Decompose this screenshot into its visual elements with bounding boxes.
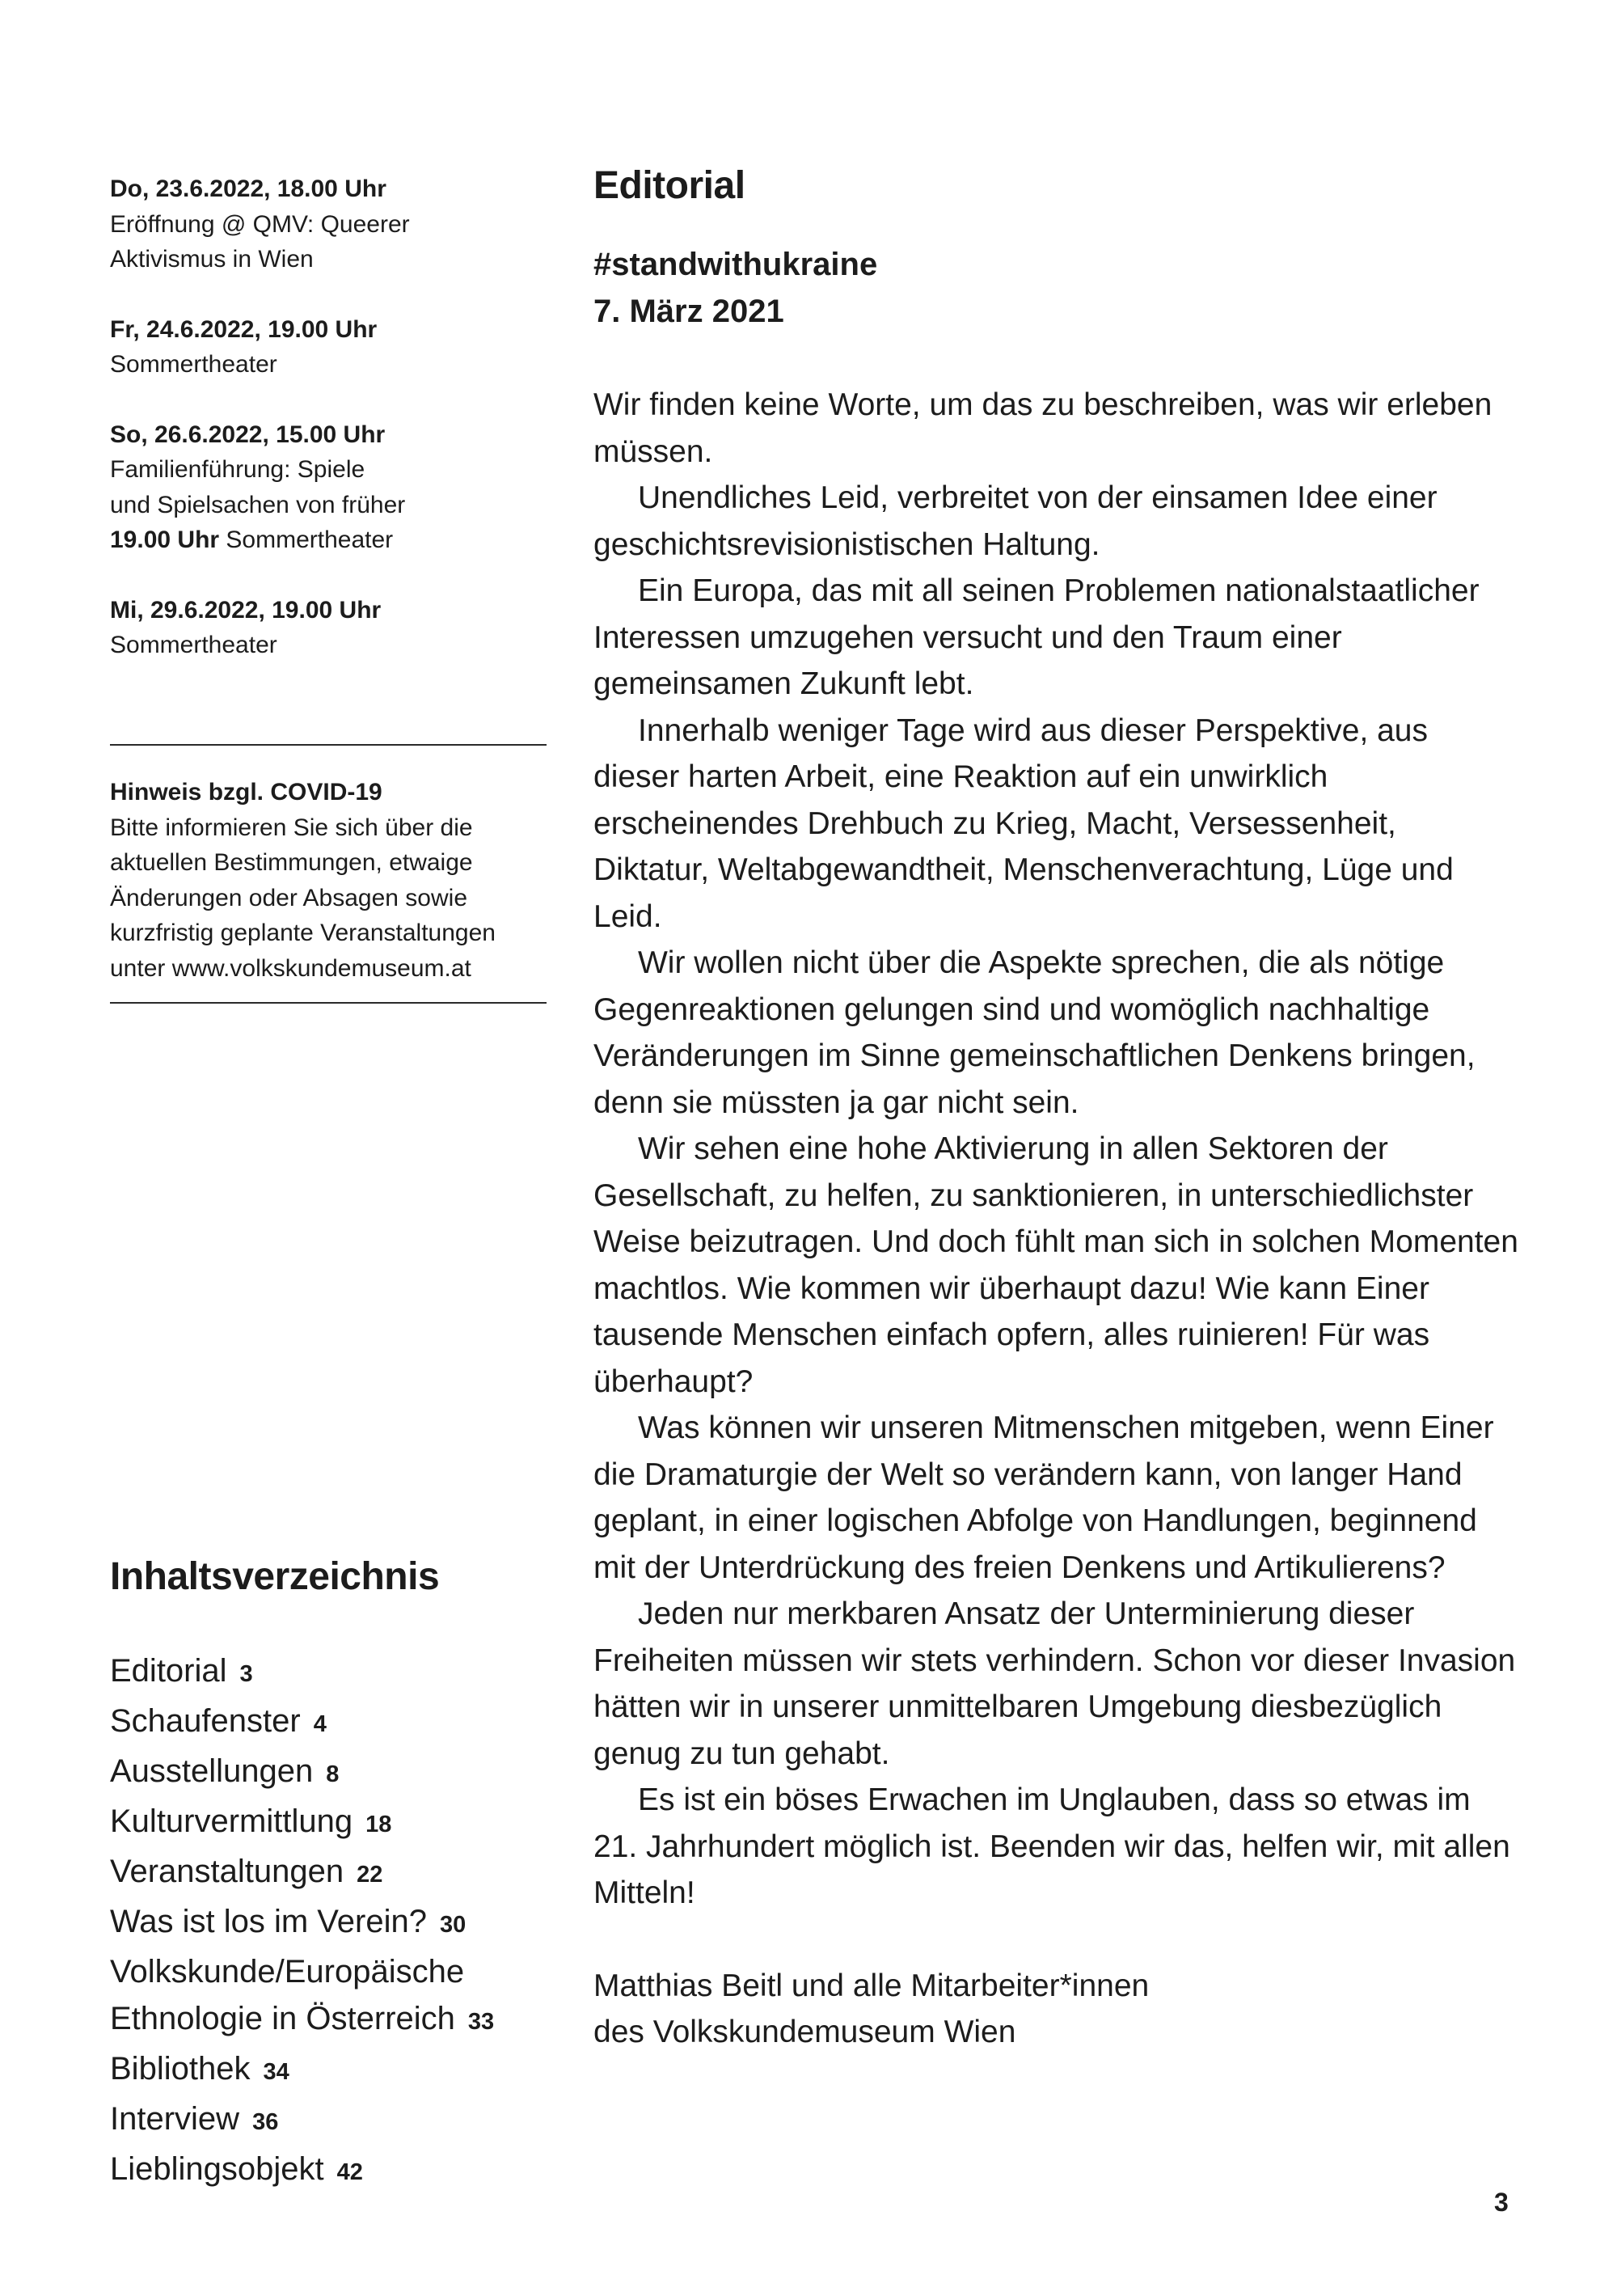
signature-line: Matthias Beitl und alle Mitarbeiter*innen bbox=[593, 1968, 1150, 2003]
toc-item[interactable] bbox=[110, 1848, 595, 1898]
event-item bbox=[110, 171, 547, 277]
toc-list bbox=[110, 1647, 595, 2196]
editorial-date: 7. März 2021 bbox=[593, 294, 784, 329]
divider-bottom bbox=[110, 1002, 547, 1004]
paragraph: Unendliches Leid, verbreitet von der einsamen Idee einer geschichtsrevisionistischen Haltung. bbox=[593, 480, 1438, 562]
editorial-title: Editorial bbox=[593, 164, 745, 207]
event-extra-title: Sommertheater bbox=[226, 526, 394, 553]
toc-page: 22 bbox=[357, 1862, 383, 1888]
paragraph: Es ist ein böses Erwachen im Unglauben, dass so etwas im 21. Jahrhundert möglich ist. Beenden wir das, helfen wir, mit allen Mitteln! bbox=[593, 1782, 1510, 1910]
editorial-body bbox=[593, 382, 1519, 1917]
event-item bbox=[110, 593, 547, 663]
paragraph: Wir wollen nicht über die Aspekte sprechen, die als nötige Gegenreaktionen gelungen sind und womöglich nachhaltige Veränderungen im Sinne gemeinschaftlichen Denkens bringen, denn sie müssten ja gar nicht sein. bbox=[593, 945, 1476, 1120]
toc-label: Ausstellungen bbox=[110, 1753, 314, 1789]
notice-title: Hinweis bzgl. COVID-19 bbox=[110, 779, 382, 806]
toc-label: Schaufenster bbox=[110, 1703, 301, 1739]
toc-page: 30 bbox=[439, 1912, 467, 1938]
toc-page: 42 bbox=[336, 2159, 363, 2185]
event-extra bbox=[110, 522, 547, 558]
table-of-contents bbox=[110, 1549, 595, 2196]
notice-line: Bitte informieren Sie sich über die bbox=[110, 814, 473, 841]
toc-page: 4 bbox=[313, 1711, 327, 1737]
event-item bbox=[110, 417, 547, 558]
toc-label-continued: Ethnologie in Österreich bbox=[110, 2001, 455, 2036]
toc-label: Kulturvermittlung bbox=[110, 1803, 353, 1839]
paragraph: Innerhalb weniger Tage wird aus dieser Perspektive, aus dieser harten Arbeit, eine Reaktion auf ein unwirklich erscheinendes Drehbuch zu Krieg, Macht, Versessenheit, Diktatur, Weltabgewandtheit, Menschenverachtung, Lüge und Leid. bbox=[593, 712, 1454, 934]
notice-line: kurzfristig geplante Veranstaltungen bbox=[110, 920, 496, 946]
signature-line: des Volkskundemuseum Wien bbox=[593, 2015, 1016, 2049]
toc-page: 33 bbox=[467, 2009, 495, 2035]
paragraph: Was können wir unseren Mitmenschen mitgeben, wenn Einer die Dramaturgie der Welt so verändern kann, von langer Hand geplant, in einer logischen Abfolge von Handlungen, beginnend mit der Unterdrückung des freien Denkens und Artikulierens? bbox=[593, 1410, 1494, 1585]
toc-item[interactable] bbox=[110, 2146, 595, 2196]
editorial bbox=[593, 154, 1519, 2056]
toc-page: 36 bbox=[252, 2109, 279, 2135]
event-date: Fr, 24.6.2022, 19.00 Uhr bbox=[110, 315, 378, 343]
toc-item[interactable] bbox=[110, 1647, 595, 1698]
event-title: und Spielsachen von früher bbox=[110, 491, 406, 518]
toc-item[interactable] bbox=[110, 2095, 595, 2146]
toc-heading: Inhaltsverzeichnis bbox=[110, 1555, 440, 1598]
event-title: Sommertheater bbox=[110, 351, 277, 378]
event-title: Sommertheater bbox=[110, 632, 277, 658]
notice-line: Änderungen oder Absagen sowie bbox=[110, 884, 468, 911]
toc-page: 8 bbox=[326, 1761, 340, 1787]
toc-label: Editorial bbox=[110, 1653, 227, 1689]
toc-item[interactable] bbox=[110, 1948, 595, 2045]
toc-label: Interview bbox=[110, 2101, 240, 2137]
toc-item[interactable] bbox=[110, 2045, 595, 2095]
notice-line: aktuellen Bestimmungen, etwaige bbox=[110, 849, 473, 876]
page-number: 3 bbox=[1494, 2188, 1509, 2217]
toc-label: Volkskunde/Europäische bbox=[110, 1954, 465, 1989]
paragraph: Ein Europa, das mit all seinen Problemen nationalstaatlicher Interessen umzugehen versucht und den Traum einer gemeinsamen Zukunft lebt. bbox=[593, 573, 1480, 701]
event-title: Familienführung: Spiele bbox=[110, 456, 365, 483]
toc-item[interactable] bbox=[110, 1698, 595, 1748]
paragraph: Wir finden keine Worte, um das zu beschreiben, was wir erleben müssen. bbox=[593, 387, 1492, 469]
toc-page: 18 bbox=[365, 1812, 392, 1837]
editorial-hashtag: #standwithukraine bbox=[593, 247, 878, 282]
paragraph: Wir sehen eine hohe Aktivierung in allen Sektoren der Gesellschaft, zu helfen, zu sanktionieren, in unterschiedlichster Weise beizutragen. Und doch fühlt man sich in solchen Momenten machtlos. Wie kommen wir überhaupt dazu! Wie kann Einer tausende Menschen einfach opfern, alles ruinieren! Für was überhaupt? bbox=[593, 1131, 1518, 1399]
event-title: Aktivismus in Wien bbox=[110, 246, 314, 273]
event-date: Mi, 29.6.2022, 19.00 Uhr bbox=[110, 596, 382, 624]
event-title: Eröffnung @ QMV: Queerer bbox=[110, 210, 410, 238]
toc-label: Bibliothek bbox=[110, 2051, 251, 2087]
toc-page: 34 bbox=[263, 2059, 289, 2085]
toc-label: Lieblingsobjekt bbox=[110, 2151, 324, 2187]
events-list bbox=[110, 171, 547, 698]
event-item bbox=[110, 312, 547, 383]
event-date: So, 26.6.2022, 15.00 Uhr bbox=[110, 421, 386, 448]
toc-label: Was ist los im Verein? bbox=[110, 1904, 427, 1939]
notice-line: unter www.volkskundemuseum.at bbox=[110, 954, 471, 982]
event-date: Do, 23.6.2022, 18.00 Uhr bbox=[110, 175, 386, 202]
event-extra-time: 19.00 Uhr bbox=[110, 526, 220, 553]
signature bbox=[593, 1963, 1519, 2056]
toc-item[interactable] bbox=[110, 1748, 595, 1798]
toc-item[interactable] bbox=[110, 1898, 595, 1948]
paragraph: Jeden nur merkbaren Ansatz der Unterminierung dieser Freiheiten müssen wir stets verhindern. Schon vor dieser Invasion hätten wir in unserer unmittelbaren Umgebung diesbezüglich genug zu tun gehabt. bbox=[593, 1596, 1516, 1771]
toc-item[interactable] bbox=[110, 1798, 595, 1848]
toc-label: Veranstaltungen bbox=[110, 1854, 344, 1889]
toc-page: 3 bbox=[239, 1661, 253, 1687]
covid-notice bbox=[110, 744, 547, 1004]
